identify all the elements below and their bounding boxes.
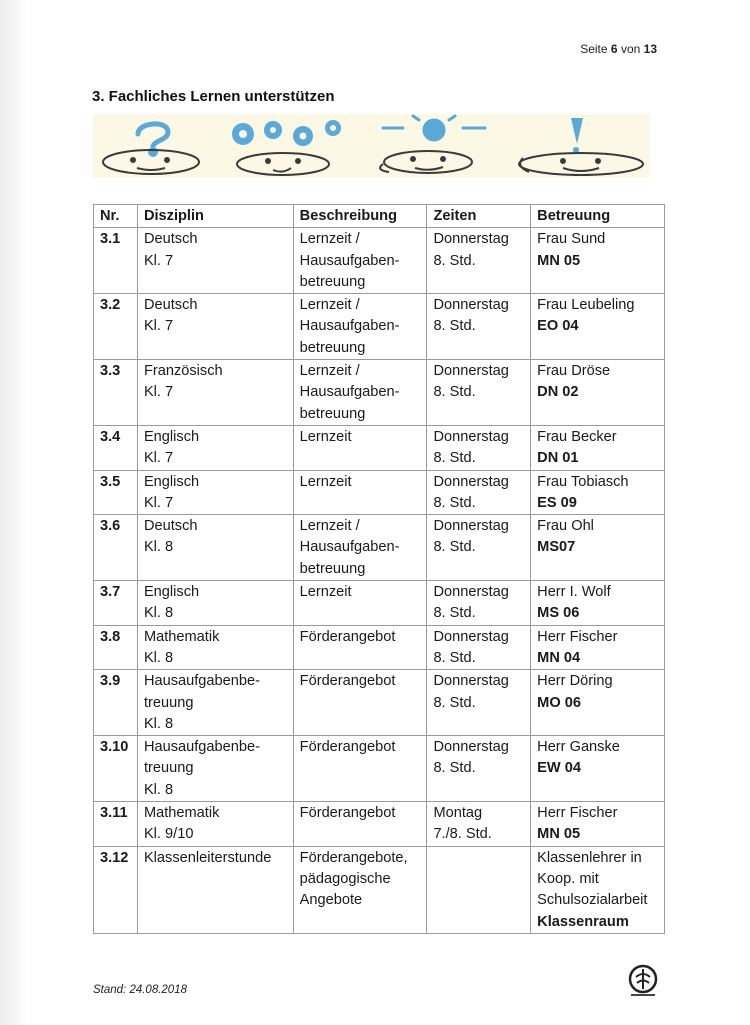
zeiten-line: 8. Std. [433,384,476,401]
zeiten-line: Donnerstag [433,518,509,535]
cell-betreuung [531,360,665,426]
column-header-beschreibung: Beschreibung [293,205,427,228]
disziplin-line: Kl. 7 [143,252,174,269]
zeiten-line: Donnerstag [433,428,509,445]
betreuer-line: Koop. mit [537,870,599,887]
beschreibung-line: pädagogische [299,870,391,887]
betreuer-line: Herr Fischer [537,628,618,645]
cell-betreuung [531,581,665,626]
cell-betreuung [531,294,665,360]
beschreibung-line: Förderangebot [299,739,396,756]
cell-disziplin [137,515,293,581]
happy-face-icon [519,153,643,175]
cell-nr: 3.11 [94,802,138,847]
cell-betreuung [531,625,665,670]
cell-disziplin [137,625,293,670]
cell-beschreibung [293,846,427,933]
table-row [94,581,665,626]
room-number: DN 02 [537,384,579,401]
illustration-banner [93,114,650,178]
beschreibung-line: Lernzeit / [299,363,360,380]
cell-betreuung [531,515,665,581]
beschreibung-line: betreuung [299,405,366,422]
table-row [94,360,665,426]
page-number [580,42,657,56]
betreuer-line: Herr Döring [537,673,613,690]
beschreibung-line: Lernzeit / [299,518,360,535]
cell-betreuung [531,228,665,294]
room-number: MO 06 [537,694,581,711]
disziplin-line: Kl. 8 [143,539,174,556]
zeiten-line: Donnerstag [433,628,509,645]
beschreibung-line: Hausaufgaben- [299,384,400,401]
zeiten-line: 8. Std. [433,649,476,666]
page-current: 6 [610,42,618,56]
column-header-betreuung: Betreuung [531,205,665,228]
cell-zeiten [427,846,531,933]
page-total: 13 [643,42,657,56]
cell-zeiten [427,294,531,360]
disziplin-line: Französisch [143,363,223,380]
disziplin-line: Kl. 8 [143,781,174,798]
zeiten-line: Montag [433,805,483,822]
beschreibung-line: Lernzeit [299,473,352,490]
beschreibung-line: Förderangebot [299,805,396,822]
cell-nr: 3.7 [94,581,138,626]
smiley-faces-icon [93,114,650,178]
disziplin-line: Mathematik [143,805,220,822]
table-row [94,670,665,736]
cell-disziplin [137,846,293,933]
cell-nr: 3.5 [94,470,138,515]
cell-disziplin [137,425,293,470]
beschreibung-line: Hausaufgaben- [299,318,400,335]
disziplin-line: Deutsch [143,231,198,248]
cell-nr: 3.3 [94,360,138,426]
room-number: MN 05 [537,826,581,843]
beschreibung-line: Förderangebote, [299,849,408,866]
zeiten-line: 8. Std. [433,605,476,622]
room-number: Klassenraum [537,913,629,930]
betreuer-line: Frau Leubeling [537,297,635,314]
cell-nr: 3.10 [94,736,138,802]
page-prefix: Seite [580,42,608,56]
cell-disziplin [137,294,293,360]
betreuer-line: Frau Sund [537,231,606,248]
disziplin-line: Kl. 7 [143,450,174,467]
table-row [94,470,665,515]
cell-nr: 3.2 [94,294,138,360]
footer-stand-date: Stand: 24.08.2018 [93,984,187,996]
disziplin-line: Englisch [143,428,200,445]
disziplin-line: Deutsch [143,518,198,535]
cell-disziplin [137,360,293,426]
zeiten-line: 8. Std. [433,318,476,335]
zeiten-line: Donnerstag [433,584,509,601]
betreuer-line: Herr Fischer [537,805,618,822]
disziplin-line: Kl. 9/10 [143,826,194,843]
cell-nr: 3.1 [94,228,138,294]
cell-disziplin [137,228,293,294]
cell-zeiten [427,360,531,426]
table-row [94,294,665,360]
cell-beschreibung [293,470,427,515]
lightbulb-icon [383,116,485,140]
table-row [94,736,665,802]
betreuer-line: Schulsozialarbeit [537,892,648,909]
zeiten-line: Donnerstag [433,231,509,248]
room-number: ES 09 [537,494,577,511]
exclamation-icon [571,118,583,153]
section-title: 3. Fachliches Lernen unterstützen [92,88,335,105]
zeiten-line: Donnerstag [433,297,509,314]
zeiten-line: 8. Std. [433,450,476,467]
cell-zeiten [427,228,531,294]
betreuer-line: Frau Becker [537,428,617,445]
cell-zeiten [427,625,531,670]
table-row [94,802,665,847]
school-logo-icon [625,963,661,999]
zeiten-line: 7./8. Std. [433,826,492,843]
zeiten-line: Donnerstag [433,673,509,690]
beschreibung-line: Angebote [299,892,363,909]
disziplin-line: Kl. 7 [143,494,174,511]
cell-betreuung [531,802,665,847]
beschreibung-line: betreuung [299,560,366,577]
disziplin-line: Kl. 7 [143,384,174,401]
cell-beschreibung [293,581,427,626]
table-row [94,515,665,581]
course-table [93,204,665,934]
room-number: MN 05 [537,252,581,269]
room-number: MN 04 [537,649,581,666]
room-number: DN 01 [537,450,579,467]
disziplin-line: Deutsch [143,297,198,314]
disziplin-line: treuung [143,760,194,777]
disziplin-line: Kl. 7 [143,318,174,335]
table-body [94,228,665,934]
cell-beschreibung [293,360,427,426]
beschreibung-line: Förderangebot [299,628,396,645]
idea-face-icon [380,151,472,173]
cell-beschreibung [293,228,427,294]
zeiten-line: Donnerstag [433,363,509,380]
beschreibung-line: Hausaufgaben- [299,539,400,556]
zeiten-line: Donnerstag [433,739,509,756]
cell-disziplin [137,581,293,626]
room-number: MS07 [537,539,576,556]
disziplin-line: Kl. 8 [143,605,174,622]
thinking-face-icon [237,153,329,175]
cell-beschreibung [293,670,427,736]
cell-zeiten [427,802,531,847]
beschreibung-line: Hausaufgaben- [299,252,400,269]
beschreibung-line: Lernzeit / [299,297,360,314]
cell-disziplin [137,802,293,847]
room-number: MS 06 [537,605,580,622]
disziplin-line: Englisch [143,584,200,601]
cell-beschreibung [293,515,427,581]
room-number: EO 04 [537,318,579,335]
cell-beschreibung [293,802,427,847]
zeiten-line: 8. Std. [433,694,476,711]
column-header-nr: Nr. [94,205,138,228]
beschreibung-line: Lernzeit [299,584,352,601]
cell-zeiten [427,670,531,736]
cell-betreuung [531,846,665,933]
beschreibung-line: Förderangebot [299,673,396,690]
cell-beschreibung [293,736,427,802]
column-header-disziplin: Disziplin [137,205,293,228]
cell-zeiten [427,736,531,802]
page-edge [0,0,28,1025]
disziplin-line: treuung [143,694,194,711]
cell-beschreibung [293,425,427,470]
zeiten-line: 8. Std. [433,252,476,269]
cell-zeiten [427,581,531,626]
zeiten-line: 8. Std. [433,760,476,777]
table-row [94,846,665,933]
cell-betreuung [531,736,665,802]
cell-betreuung [531,470,665,515]
betreuer-line: Frau Ohl [537,518,594,535]
page-separator: von [620,42,641,56]
betreuer-line: Herr I. Wolf [537,584,611,601]
disziplin-line: Englisch [143,473,200,490]
beschreibung-line: betreuung [299,273,366,290]
disziplin-line: Kl. 8 [143,715,174,732]
table-header-row [94,205,665,228]
cell-nr: 3.8 [94,625,138,670]
cell-betreuung [531,425,665,470]
disziplin-line: Hausaufgabenbe- [143,739,260,756]
disziplin-line: Kl. 8 [143,649,174,666]
room-number: EW 04 [537,760,581,777]
zeiten-line: 8. Std. [433,494,476,511]
beschreibung-line: betreuung [299,339,366,356]
beschreibung-line: Lernzeit [299,428,352,445]
betreuer-line: Klassenlehrer in [537,849,642,866]
disziplin-line: Hausaufgabenbe- [143,673,260,690]
cell-beschreibung [293,625,427,670]
cell-zeiten [427,515,531,581]
cell-nr: 3.9 [94,670,138,736]
betreuer-line: Frau Dröse [537,363,611,380]
zeiten-line: Donnerstag [433,473,509,490]
cell-disziplin [137,736,293,802]
column-header-zeiten: Zeiten [427,205,531,228]
table-row [94,625,665,670]
gears-icon [232,120,341,146]
table-row [94,425,665,470]
disziplin-line: Klassenleiterstunde [143,849,272,866]
cell-beschreibung [293,294,427,360]
cell-betreuung [531,670,665,736]
zeiten-line: 8. Std. [433,539,476,556]
disziplin-line: Mathematik [143,628,220,645]
cell-disziplin [137,470,293,515]
course-table-wrapper [93,204,665,934]
cell-disziplin [137,670,293,736]
beschreibung-line: Lernzeit / [299,231,360,248]
cell-nr: 3.4 [94,425,138,470]
cell-nr: 3.6 [94,515,138,581]
table-row [94,228,665,294]
betreuer-line: Herr Ganske [537,739,620,756]
betreuer-line: Frau Tobiasch [537,473,629,490]
cell-zeiten [427,425,531,470]
cell-nr: 3.12 [94,846,138,933]
cell-zeiten [427,470,531,515]
